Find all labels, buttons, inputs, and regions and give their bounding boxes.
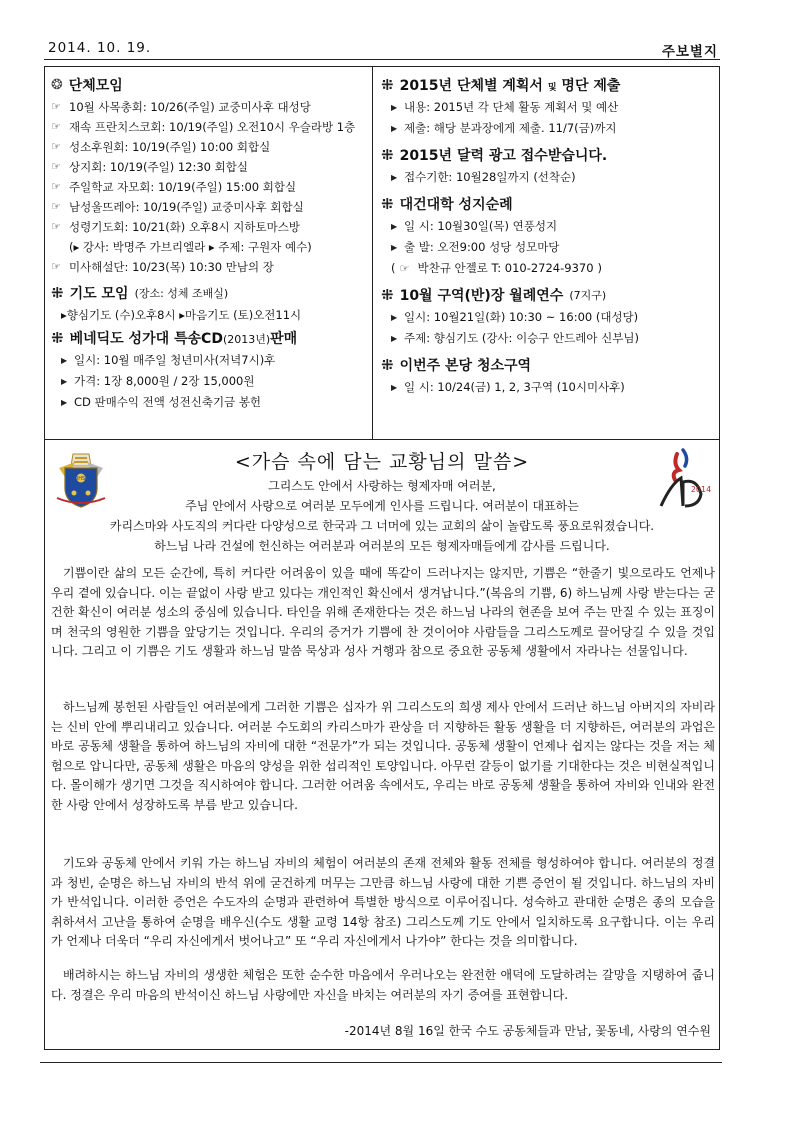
pointing-hand-icon: ☞ [51, 260, 61, 273]
pointing-hand-icon: ☞ [51, 160, 61, 173]
triangle-bullet-icon: ▶ [391, 334, 398, 343]
triangle-bullet-icon: ▶ [61, 377, 68, 386]
groups-section-title [51, 73, 372, 97]
message-salutation: 그리스도 안에서 사랑하는 형제자매 여러분, 주님 안에서 사랑으로 여러분 모두에게 인사를 드립니다. 여러분이 대표하는 카리스마와 사도직의 커다란 다양성으로 한국과 그 너머에 있는 교회의 삶이 놀랍도록 풍요로워졌습니다. 하느님 나라 건설에 헌신하는 여러분과 여러분의 모든 형제자매들에게 감사를 드립니다. [109, 479, 655, 553]
message-source: -2014년 8월 16일 한국 수도 공동체들과 만남, 꽃동네, 사랑의 연수원 [344, 1024, 711, 1038]
pointing-hand-icon: ☞ [51, 220, 61, 233]
pointing-hand-icon: ☞ [399, 262, 410, 275]
triangle-bullet-icon: ▶ [391, 313, 398, 322]
message-paragraph: 기도와 공동체 안에서 키워 가는 하느님 자비의 체험이 여러분의 존재 전체와 활동 전체를 형성하여야 합니다. 여러분의 정결과 청빈, 순명은 하느님 자비의 반석 위에 굳건하게 머무는 그만큼 하느님 사랑에 대한 기쁜 증언이 될 것입니다. 하느님의 자비가 반석입니다. 이러한 증언은 수도자의 순명과 관련하여 특별한 방식으로 이루어집니다. 성숙하고 관대한 순명은 종의 모습을 취하셔서 고난을 통하여 순명을 배우신(수도 생활 교령 14항 참조) 그리스도께 기도 안에서 일치하도록 요구합니다. 이는 우리가 언제나 더욱더 “우리 자신에게서 벗어나고” 또 “우리 자신에게서 나가야” 한다는 것을 의미합니다. [51, 856, 715, 949]
training-title: 10월 구역(반)장 월례연수 [399, 288, 564, 304]
message-paragraph: 하느님께 봉헌된 사람들인 여러분에게 그러한 기쁨은 십자가 위 그리스도의 희생 제사 안에서 드러난 하느님 아버지의 자비라는 신비 안에 뿌리내리고 있습니다. 여러분 수도회의 카리스마가 관상을 더 지향하든 활동 생활을 더 지향하든, 여러분의 과업은 바로 공동체 생활을 통하여 하느님의 자비에 대한 “전문가”가 되는 것입니다. 공동체 생활이 언제나 쉽지는 않다는 것을 저는 체험으로 압니다만, 공동체 생활은 마음의 양성을 위한 섭리적인 토양입니다. 아무런 갈등이 없기를 기대한다는 것은 비현실적입니다. 몰이해가 생기면 그것을 직시하여야 합니다. 그러한 어려움 속에서도, 우리는 바로 공동체 생활을 통하여 자비와 인내와 완전한 사랑 안에서 성장하도록 부름 받고 있습니다. [51, 700, 715, 812]
contact-line: ( ☞ 박찬규 안젤로 T: 010-2724-9370 ) [381, 258, 718, 279]
cross-star-icon: ⁜ [381, 285, 394, 304]
list-item: ▶ 일시: 10월21일(화) 10:30 ~ 16:00 (대성당) [381, 307, 718, 328]
list-item: ☞ 성소후원회: 10/19(주일) 10:00 회합실 [51, 137, 372, 157]
pointing-hand-icon: ☞ [51, 180, 61, 193]
prayer-schedule: ▸향심기도 (수)오후8시 ▸마음기도 (토)오전11시 [61, 308, 302, 322]
list-item: ▶ 가격: 1장 8,000원 / 2장 15,000원 [51, 371, 372, 392]
training-district: (7지구) [569, 289, 607, 302]
list-item: ▶ 제출: 해당 분과장에게 제출. 11/7(금)까지 [381, 118, 718, 139]
notices-left-column [45, 67, 373, 439]
list-item: ☞ 10월 사목총회: 10/26(주일) 교중미사후 대성당 [51, 97, 372, 117]
prayer-place: (장소: 성체 조배실) [134, 287, 229, 300]
triangle-bullet-icon: ▶ [61, 356, 68, 365]
list-item: ▶ 일 시: 10월30일(목) 연풍성지 [381, 216, 718, 237]
bottom-divider [40, 1062, 722, 1063]
triangle-bullet-icon: ▶ [391, 222, 398, 231]
cross-star-icon: ⁜ [51, 328, 64, 347]
cross-star-icon: ⁜ [381, 145, 394, 164]
message-title: <가슴 속에 담는 교황님의 말씀> [234, 451, 530, 473]
message-paragraph: 배려하시는 하느님 자비의 생생한 체험은 또한 순수한 마음에서 우러나오는 완전한 애덕에 도달하려는 갈망을 지탱하여 줍니다. 정결은 우리 마음의 반석이신 하느님 사랑에만 자신을 바치는 여러분의 자기 증여를 표현합니다. [51, 968, 715, 1002]
prayer-title: 기도 모임 [69, 286, 129, 302]
cross-star-icon: ⁜ [381, 75, 394, 94]
list-item: ☞ 재속 프란치스코회: 10/19(주일) 오전10시 우슬라방 1층 [51, 117, 372, 137]
list-item: ▶ CD 판매수익 전액 성전신축기금 봉헌 [51, 392, 372, 413]
triangle-bullet-icon: ▶ [391, 173, 398, 182]
list-item: ▶ 주제: 향심기도 (강사: 이승구 안드레아 신부님) [381, 328, 718, 349]
svg-text:2014: 2014 [690, 485, 712, 494]
list-item: ▶ 내용: 2015년 각 단체 활동 계획서 및 예산 [381, 97, 718, 118]
cleaning-section-title [381, 353, 718, 377]
list-item: ☞ 남성울뜨레아: 10/19(주일) 교중미사후 회합실 [51, 197, 372, 217]
groups-title: 단체모임 [68, 78, 123, 94]
cross-star-icon: ⁜ [51, 283, 64, 302]
prayer-section-title [51, 281, 372, 305]
pointing-hand-icon: ☞ [51, 200, 61, 213]
plan-title: 2015년 단체별 계획서 및 명단 제출 [399, 78, 621, 94]
notices-right-column [373, 67, 718, 439]
lecture-info: (▸ 강사: 박명주 가브리엘라 ▸ 주제: 구원자 예수) [69, 240, 312, 254]
cross-star-icon: ⁜ [381, 194, 394, 213]
list-item: ▶ 일 시: 10/24(금) 1, 2, 3구역 (10시미사후) [381, 377, 718, 398]
pilgrimage-title: 대건대학 성지순례 [399, 197, 513, 213]
list-item: ☞ 상지회: 10/19(주일) 12:30 회합실 [51, 157, 372, 177]
triangle-bullet-icon: ▶ [391, 383, 398, 392]
cross-star-icon: ⁜ [381, 355, 394, 374]
triangle-bullet-icon: ▶ [391, 243, 398, 252]
list-item: ☞ 미사해설단: 10/23(목) 10:30 만남의 장 [51, 257, 372, 277]
cd-section-title [51, 326, 372, 350]
list-item: ▶ 출 발: 오전9:00 성당 성모마당 [381, 237, 718, 258]
calendar-title: 2015년 달력 광고 접수받습니다. [399, 148, 608, 164]
pilgrimage-section-title [381, 192, 718, 216]
list-item: ▶ 접수기한: 10월28일까지 (선착순) [381, 167, 718, 188]
papal-message-box [44, 440, 720, 1050]
list-item: ▶ 일시: 10월 매주일 청년미사(저녁7시)후 [51, 350, 372, 371]
plan-section-title [381, 73, 718, 97]
message-paragraph: 기쁨이란 삶의 모든 순간에, 특히 커다란 어려움이 있을 때에 똑같이 드러나지는 않지만, 기쁨은 “한줄기 빛으로라도 언제나 우리 곁에 있습니다. 이는 끝없이 사랑 받고 있다는 개인적인 확신에서 생겨납니다.”(복음의 기쁨, 6) 하느님께 사랑 받는다는 굳건한 확신이 여러분 성소의 중심에 있습니다. 타인을 위해 존재한다는 것은 하느님 나라의 현존을 보여 주는 만질 수 있는 표징이며 천국의 영원한 기쁨을 앞당기는 것입니다. 우리의 증거가 기쁨에 찬 것이어야 사람들을 그리스도께로 끌어당길 수 있을 것입니다. 그리고 이 기쁨은 기도 생활과 하느님 말씀 묵상과 성사 거행과 참으로 중요한 공동체 생활에서 자라나는 선물입니다. [51, 566, 715, 659]
publication-title: 주보별지 [661, 44, 718, 60]
triangle-bullet-icon: ▶ [391, 103, 398, 112]
notices-box [44, 66, 720, 440]
training-section-title [381, 283, 718, 307]
cycle-icon: ❂ [51, 77, 63, 93]
list-item: ☞ 성령기도회: 10/21(화) 오후8시 지하토마스방 [51, 217, 372, 237]
triangle-bullet-icon: ▶ [391, 124, 398, 133]
pointing-hand-icon: ☞ [51, 120, 61, 133]
cd-title: 베네딕도 성가대 특송CD(2013년)판매 [69, 331, 298, 347]
page-header [44, 38, 720, 60]
triangle-bullet-icon: ▶ [61, 398, 68, 407]
pointing-hand-icon: ☞ [51, 140, 61, 153]
issue-date: 2014. 10. 19. [48, 40, 152, 56]
cleaning-title: 이번주 본당 청소구역 [399, 358, 532, 374]
calendar-section-title [381, 143, 718, 167]
list-item: ☞ 주일학교 자모회: 10/19(주일) 15:00 회합실 [51, 177, 372, 197]
svg-text:IHS: IHS [76, 476, 86, 482]
pointing-hand-icon: ☞ [51, 100, 61, 113]
